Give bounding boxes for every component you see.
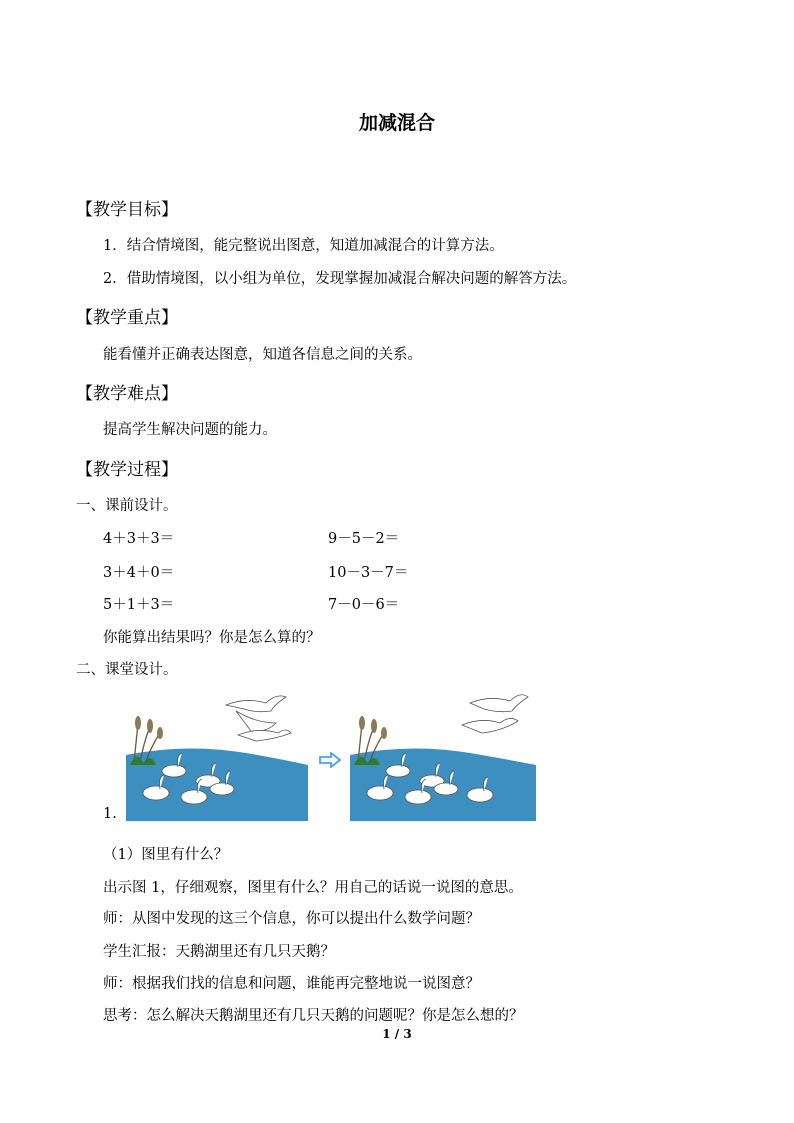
equation-right-3: 7－0－6＝ [328,597,400,613]
part2-heading: 二、课堂设计。 [76,662,178,678]
page-title: 加减混合 [358,112,435,134]
equation-right-1: 9－5－2＝ [328,531,400,547]
lesson-line-2: 出示图 1，仔细观察，图里有什么？用自己的话说一说图的意思。 [103,880,523,896]
lesson-line-3: 师：从图中发现的这三个信息，你可以提出什么数学问题？ [103,911,480,927]
goal-item-2: 2．借助情境图，以小组为单位，发现掌握加减混合解决问题的解答方法。 [103,271,577,287]
lesson-line-6: 思考：怎么解决天鹅湖里还有几只天鹅的问题呢？你是怎么想的？ [103,1008,524,1024]
lesson-line-4: 学生汇报：天鹅湖里还有几只天鹅？ [103,944,335,960]
section-heading-goals: 【教学目标】 [76,200,178,220]
equation-left-2: 3＋4＋0＝ [103,565,175,581]
difficulty-text: 提高学生解决问题的能力。 [103,422,277,438]
goal-item-1: 1．结合情境图，能完整说出图意，知道加减混合的计算方法。 [103,238,504,254]
arrow-icon [319,752,341,768]
section-heading-difficulty: 【教学难点】 [76,384,178,404]
warmup-question: 你能算出结果吗？你是怎么算的？ [103,630,321,646]
equation-right-2: 10－3－7＝ [328,565,409,581]
swan-lake-image-1 [126,693,308,821]
page-number: 1 / 3 [382,1027,412,1041]
key-point-text: 能看懂并正确表达图意，知道各信息之间的关系。 [103,347,422,363]
lesson-line-5: 师：根据我们找的信息和问题，谁能再完整地说一说图意？ [103,976,480,992]
lesson-line-1: （1）图里有什么？ [103,847,229,863]
swan-lake-image-2 [350,693,536,821]
section-heading-process: 【教学过程】 [76,460,178,480]
section-heading-key: 【教学重点】 [76,308,178,328]
figure-number: 1. [103,806,117,822]
equation-left-3: 5＋1＋3＝ [103,597,175,613]
equation-left-1: 4＋3＋3＝ [103,531,175,547]
part1-heading: 一、课前设计。 [76,498,178,514]
